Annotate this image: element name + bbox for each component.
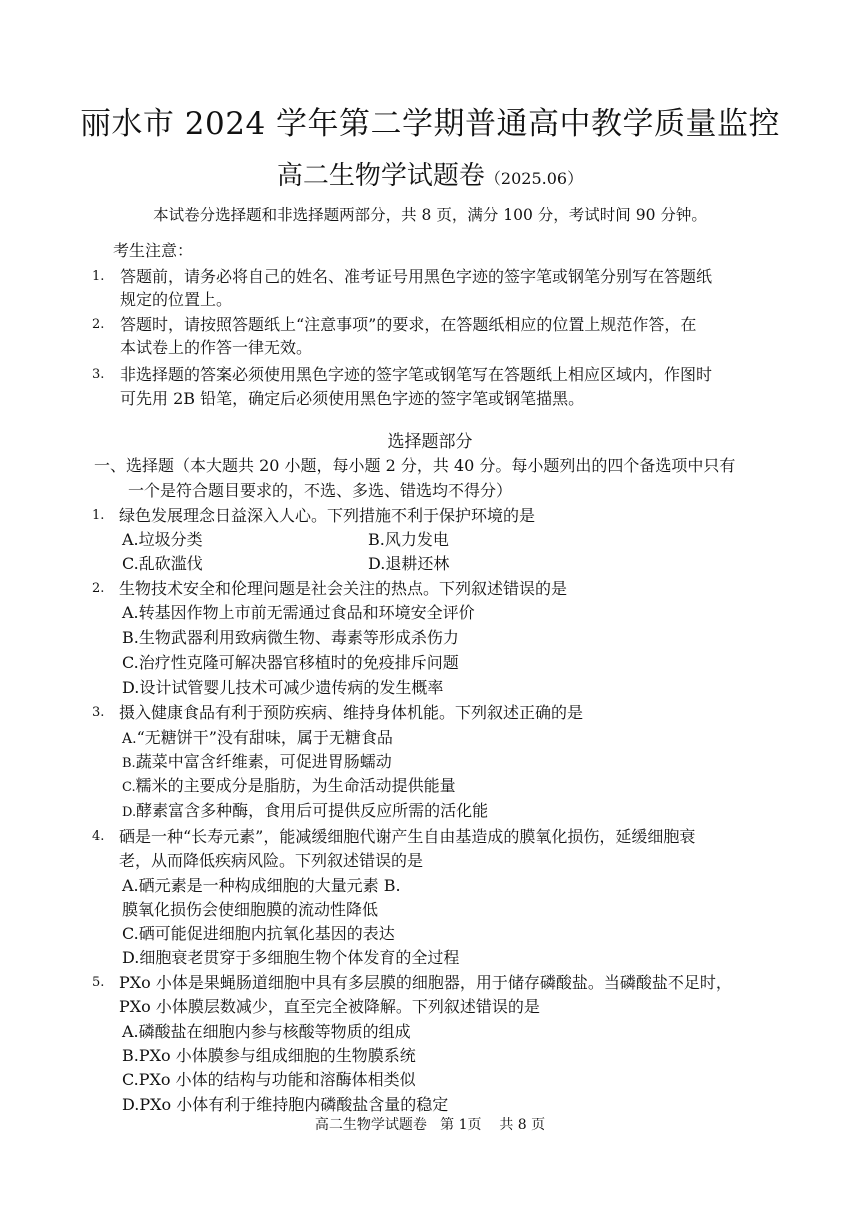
exam-title: 丽水市 2024 学年第二学期普通高中教学质量监控 (79, 106, 781, 142)
notice-text: 本试卷上的作答一律无效。 (120, 338, 313, 357)
question-number: 1. (92, 508, 105, 523)
option-a: A.转基因作物上市前无需通过食品和环境安全评价 (122, 603, 475, 622)
option-d: D.退耕还林 (368, 554, 450, 573)
option-b: B.风力发电 (368, 530, 449, 549)
question-stem: 硒是一种“长寿元素”，能减缓细胞代谢产生自由基造成的膜氧化损伤，延缓细胞衰 (119, 827, 696, 846)
option-letter: D. (122, 805, 137, 820)
question-number: 3. (92, 705, 105, 720)
question-stem: PXo 小体是果蝇肠道细胞中具有多层膜的细胞器，用于储存磷酸盐。当磷酸盐不足时， (119, 973, 732, 992)
question-stem: 老，从而降低疾病风险。下列叙述错误的是 (119, 851, 424, 870)
option-b: B.PXo 小体膜参与组成细胞的生物膜系统 (122, 1046, 416, 1065)
exam-intro: 本试卷分选择题和非选择题两部分，共 8 页，满分 100 分，考试时间 90 分钟。 (153, 206, 707, 224)
option-text: “无糖饼干”没有甜味，属于无糖食品 (136, 728, 393, 747)
option-c: C.治疗性克隆可解决器官移植时的免疫排斥问题 (122, 653, 459, 672)
option-c: C.PXo 小体的结构与功能和溶酶体相类似 (122, 1070, 416, 1089)
part-instructions: 一个是符合题目要求的，不选、多选、错选均不得分） (128, 481, 513, 500)
option-a (122, 727, 393, 750)
question-number: 4. (92, 829, 105, 844)
option-a: A.垃圾分类 (122, 530, 203, 549)
option-b: B.生物武器利用致病微生物、毒素等形成杀伤力 (122, 628, 459, 647)
notice-number: 2. (92, 317, 105, 332)
notice-number: 1. (92, 269, 105, 284)
option-a: A.磷酸盐在细胞内参与核酸等物质的组成 (122, 1022, 411, 1041)
question-stem: 摄入健康食品有利于预防疾病、维持身体机能。下列叙述正确的是 (119, 703, 584, 722)
option-letter: B. (122, 756, 136, 771)
exam-subtitle (0, 155, 860, 192)
question-number: 2. (92, 581, 105, 596)
option-b (122, 751, 392, 775)
question-number: 5. (92, 975, 105, 990)
option-letter: A. (122, 731, 137, 747)
notice-text: 非选择题的答案必须使用黑色字迹的签字笔或钢笔写在答题纸上相应区域内，作图时 (120, 365, 713, 384)
option-letter: C. (122, 780, 136, 795)
subject-title: 高二生物学试题卷 (276, 161, 485, 191)
notice-text: 答题前，请务必将自己的姓名、准考证号用黑色字迹的签字笔或钢笔分别写在答题纸 (120, 267, 713, 286)
exam-date: （2025.06） (484, 169, 584, 188)
page-footer: 高二生物学试题卷 第 1页 共 8 页 (314, 1117, 546, 1133)
question-stem: PXo 小体膜层数减少，直至完全被降解。下列叙述错误的是 (119, 997, 540, 1016)
option-a: A.硒元素是一种构成细胞的大量元素 B. (122, 876, 401, 895)
option-b: 膜氧化损伤会使细胞膜的流动性降低 (122, 900, 379, 919)
option-d: D.细胞衰老贯穿于多细胞生物个体发育的全过程 (122, 948, 460, 967)
option-d: D.设计试管婴儿技术可减少遗传病的发生概率 (122, 678, 444, 697)
option-c (122, 775, 456, 799)
question-stem: 生物技术安全和伦理问题是社会关注的热点。下列叙述错误的是 (119, 579, 568, 598)
option-c: C.硒可能促进细胞内抗氧化基因的表达 (122, 924, 395, 943)
notice-heading: 考生注意： (113, 241, 194, 260)
section-title: 选择题部分 (387, 432, 473, 452)
question-stem: 绿色发展理念日益深入人心。下列措施不利于保护环境的是 (119, 506, 536, 525)
notice-text: 可先用 2B 铅笔，确定后必须使用黑色字迹的签字笔或钢笔描黑。 (120, 389, 585, 408)
option-c: C.乱砍滥伐 (122, 554, 203, 573)
option-d: D.PXo 小体有利于维持胞内磷酸盐含量的稳定 (122, 1095, 449, 1114)
option-text: 糯米的主要成分是脂肪，为生命活动提供能量 (135, 776, 456, 795)
notice-text: 规定的位置上。 (120, 290, 233, 309)
option-text: 酵素富含多种酶，食用后可提供反应所需的活化能 (136, 801, 489, 820)
part-instructions: 一、选择题（本大题共 20 小题，每小题 2 分，共 40 分。每小题列出的四个备选项中只有 (94, 456, 736, 475)
option-d (122, 800, 488, 824)
notice-number: 3. (92, 367, 105, 382)
option-text: 蔬菜中富含纤维素，可促进胃肠蠕动 (135, 752, 392, 771)
notice-text: 答题时，请按照答题纸上“注意事项”的要求，在答题纸相应的位置上规范作答，在 (120, 315, 697, 334)
